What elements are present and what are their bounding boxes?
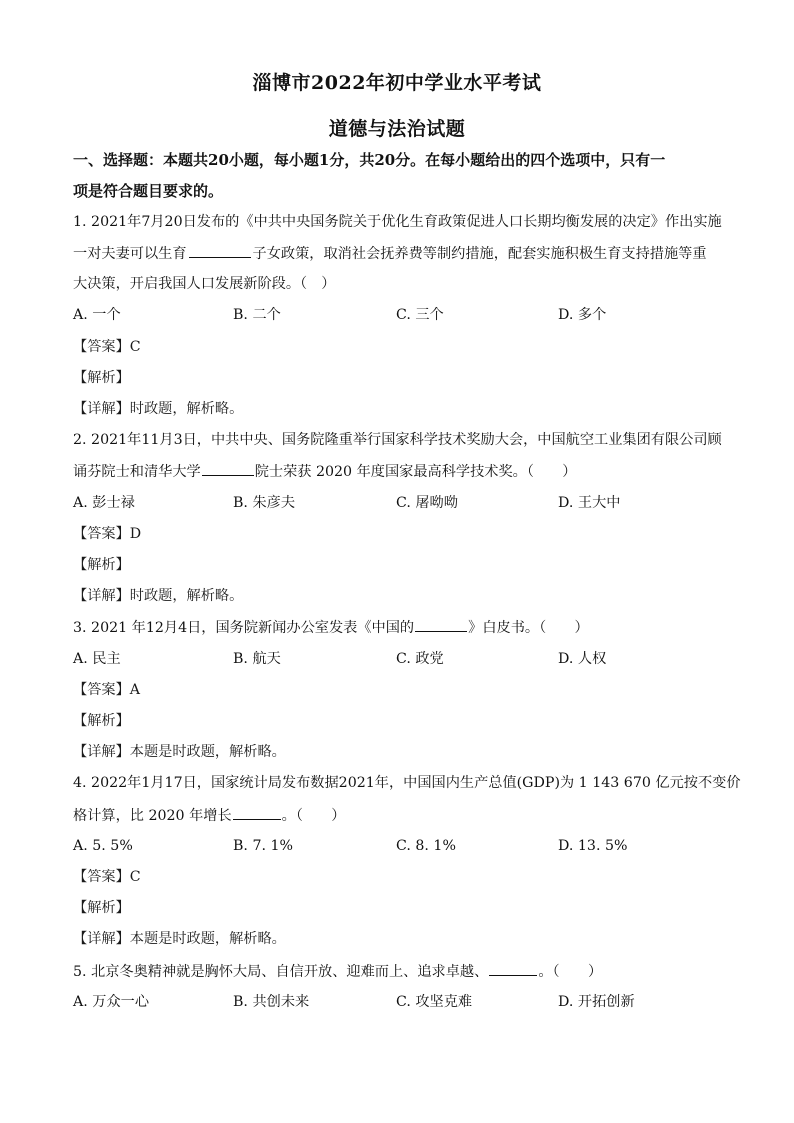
q5-option-c: C. 攻坚克难 <box>396 994 473 1010</box>
q1-stem-line2-end: 子女政策，取消社会抚养费等制约措施，配套实施积极生育支持措施等重 <box>252 246 707 262</box>
q2-answer: 【答案】D <box>73 526 142 542</box>
q5-stem-start: 5. 北京冬奥精神就是胸怀大局、自信开放、迎难而上、追求卓越、 <box>73 964 489 980</box>
q3-analysis: 【解析】 <box>73 713 130 729</box>
section-heading-line1: 一、选择题：本题共20小题，每小题1分，共20分。在每小题给出的四个选项中，只有一 <box>73 151 666 169</box>
q3-stem-end: 》白皮书。（ ） <box>468 620 589 636</box>
answer-blank <box>489 961 537 976</box>
q1-stem-line3: 大决策，开启我国人口发展新阶段。（ ） <box>73 276 336 292</box>
answer-blank <box>415 617 467 632</box>
q5-option-a: A. 万众一心 <box>73 994 150 1010</box>
q1-option-c: C. 三个 <box>396 307 444 323</box>
q4-option-a: A. 5. 5% <box>73 838 133 854</box>
q1-option-a: A. 一个 <box>73 307 121 323</box>
q2-stem-line2-start: 诵芬院士和清华大学 <box>73 464 201 480</box>
q3-answer: 【答案】A <box>73 682 140 698</box>
q4-stem-line1: 4. 2022年1月17日，国家统计局发布数据2021年，中国国内生产总值(GDP)为 1 143 670 亿元按不变价 <box>73 775 741 791</box>
q1-detail: 【详解】时政题，解析略。 <box>73 401 244 417</box>
q3-option-c: C. 政党 <box>396 651 444 667</box>
q4-analysis: 【解析】 <box>73 900 130 916</box>
q2-stem-line1: 2. 2021年11月3日，中共中央、国务院隆重举行国家科学技术奖励大会，中国航空工业集团有限公司顾 <box>73 432 722 448</box>
q4-stem-line2-start: 格计算，比 2020 年增长 <box>73 808 232 824</box>
q1-stem-line2-start: 一对夫妻可以生育 <box>73 246 187 262</box>
answer-blank <box>202 461 254 476</box>
answer-blank <box>233 805 281 820</box>
q5-option-d: D. 开拓创新 <box>558 994 635 1010</box>
q4-stem-line2 <box>73 805 723 826</box>
q3-stem-start: 3. 2021 年12月4日，国务院新闻办公室发表《中国的 <box>73 620 415 636</box>
q2-option-d: D. 王大中 <box>558 495 621 511</box>
q4-option-b: B. 7. 1% <box>233 838 293 854</box>
q4-stem-line2-end: 。（ ） <box>281 808 346 824</box>
section-heading-line2: 项是符合题目要求的。 <box>73 182 224 200</box>
q4-option-d: D. 13. 5% <box>558 838 628 854</box>
q3-option-d: D. 人权 <box>558 651 607 667</box>
q1-option-b: B. 二个 <box>233 307 281 323</box>
q4-answer: 【答案】C <box>73 869 141 885</box>
q2-stem-line2-end: 院士荣获 2020 年度国家最高科学技术奖。（ ） <box>254 464 577 480</box>
q4-detail: 【详解】本题是时政题，解析略。 <box>73 931 286 947</box>
exam-title: 淄博市2022年初中学业水平考试 <box>252 72 542 94</box>
q1-analysis: 【解析】 <box>73 370 130 386</box>
q2-analysis: 【解析】 <box>73 557 130 573</box>
q1-option-d: D. 多个 <box>558 307 607 323</box>
q1-stem-line2 <box>73 243 723 264</box>
q3-option-a: A. 民主 <box>73 651 121 667</box>
q5-stem-line1 <box>73 961 723 982</box>
q1-stem-line1: 1. 2021年7月20日发布的《中共中央国务院关于优化生育政策促进人口长期均衡发展的决定》作出实施 <box>73 214 722 230</box>
q2-option-a: A. 彭士禄 <box>73 495 135 511</box>
q2-detail: 【详解】时政题，解析略。 <box>73 588 244 604</box>
q4-option-c: C. 8. 1% <box>396 838 456 854</box>
q2-stem-line2 <box>73 461 723 482</box>
q2-option-c: C. 屠呦呦 <box>396 495 458 511</box>
q3-stem-line1 <box>73 617 723 638</box>
exam-subtitle: 道德与法治试题 <box>328 118 466 140</box>
q5-stem-end: 。（ ） <box>538 964 603 980</box>
answer-blank <box>189 243 251 258</box>
q3-option-b: B. 航天 <box>233 651 281 667</box>
q2-option-b: B. 朱彦夫 <box>233 495 296 511</box>
q1-answer: 【答案】C <box>73 339 141 355</box>
q5-option-b: B. 共创未来 <box>233 994 310 1010</box>
q3-detail: 【详解】本题是时政题，解析略。 <box>73 744 286 760</box>
